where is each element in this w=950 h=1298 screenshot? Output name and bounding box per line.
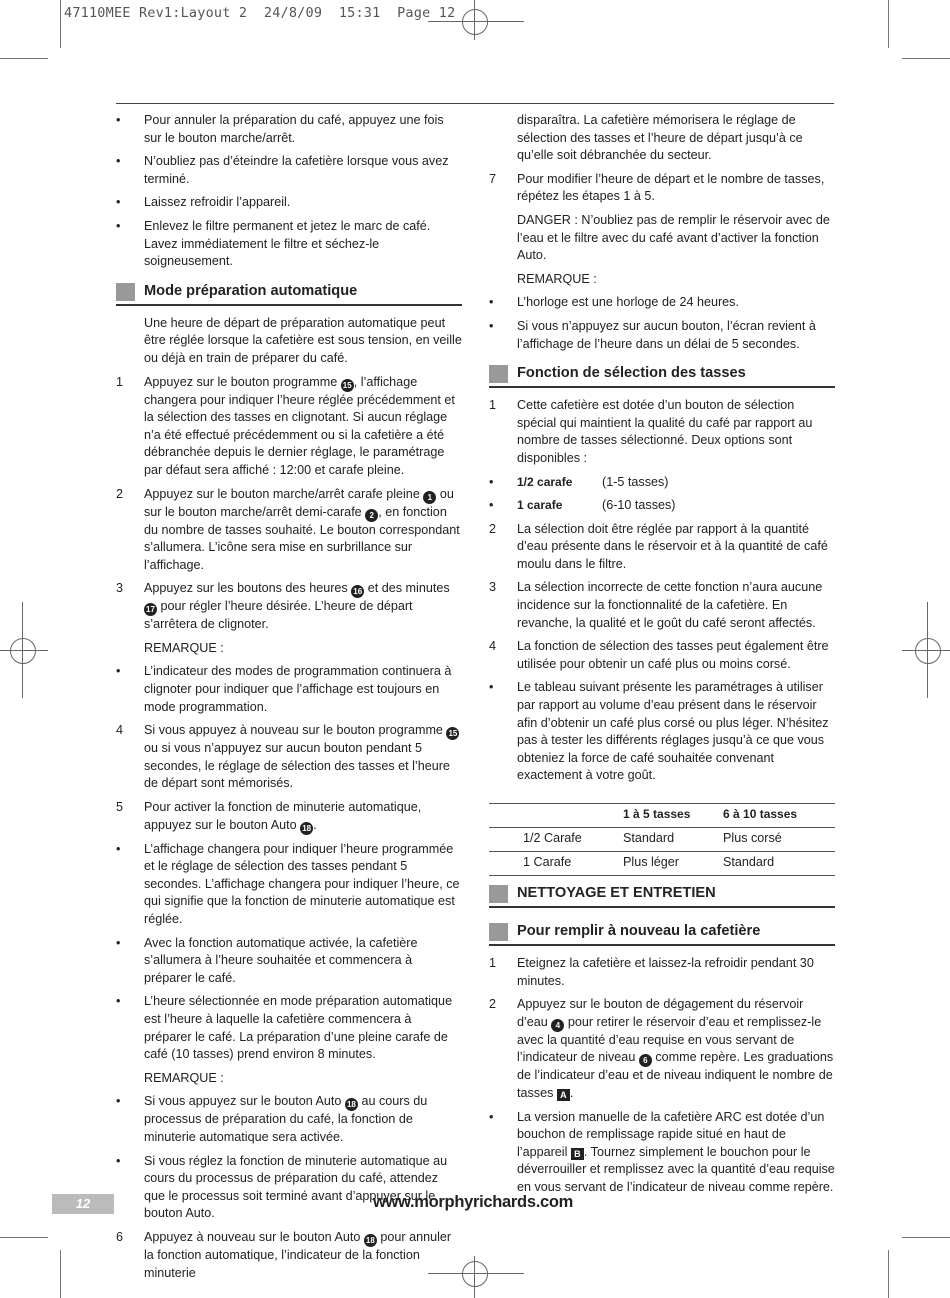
table-cell: 1 Carafe: [523, 855, 572, 870]
registration-mark-left: [0, 602, 48, 698]
crop-mark: [60, 1250, 61, 1298]
callout-18: 18: [345, 1098, 358, 1111]
crop-mark: [0, 1237, 48, 1238]
registration-mark-top: [428, 0, 524, 40]
step-4: 4 La fonction de sélection des tasses peut également être utilisée pour obtenir un café plus ou moins corsé.: [489, 639, 829, 671]
list-item: • Avec la fonction automatique activée, la cafetière s’allumera à l’heure souhaitée et commencera à préparer le café.: [116, 935, 418, 985]
callout-4: 4: [551, 1019, 564, 1032]
list-item: • La version manuelle de la cafetière ARC est dotée d’un bouchon de remplissage rapide situé en haut de l’appareil B . Tournez simplement le bouchon pour le déverrouiller et remplissez avec la quantité d’eau requise en vous servant de l’indicateur de niveau comme repère.: [489, 1109, 835, 1194]
crop-mark: [0, 58, 48, 59]
strength-table: [489, 803, 835, 876]
step-1: 1 Appuyez sur le bouton programme 15 , l’affichage changera pour indiquer l’heure réglée précédemment et la sélection des tasses en clignotant. Si aucun réglage n’a été effectué précédemment ou si la cafetière a été débranchée depuis le dernier réglage, le paramétrage par défaut sera affiché : 12:00 et carafe pleine.: [116, 374, 455, 477]
footer-url[interactable]: www.morphyrichards.com: [373, 1193, 574, 1211]
table-cell: Plus corsé: [723, 831, 782, 846]
list-item: • Si vous réglez la fonction de minuterie automatique au cours du processus de préparation du café, attendez que le processus soit terminé avant d’appuyer sur le bouton Auto.: [116, 1153, 448, 1221]
step-4: 4 Si vous appuyez à nouveau sur le bouton programme 15 ou si vous n’appuyez sur aucun bouton pendant 5 secondes, le réglage de sélection des tasses et l’heure de départ sont mémorisés.: [116, 722, 462, 793]
figure-ref-A: A: [557, 1089, 570, 1101]
left-column: [116, 112, 462, 1288]
callout-18: 18: [364, 1234, 377, 1247]
table-cell: Standard: [623, 831, 675, 846]
table-header: 1 à 5 tasses: [623, 807, 691, 822]
heading-marker: [489, 365, 508, 383]
list-item: • Enlevez le filtre permanent et jetez le marc de café. Lavez immédiatement le filtre et séchez-le soigneusement.: [116, 218, 431, 269]
remark-label: REMARQUE :: [144, 1070, 224, 1085]
crop-mark: [902, 58, 950, 59]
danger-note: DANGER : N’oubliez pas de remplir le réservoir avec de l’eau et le filtre avec du café avant d’activer la fonction Auto.: [517, 212, 830, 263]
list-item: • N’oubliez pas d’éteindre la cafetière lorsque vous avez terminé.: [116, 154, 449, 186]
callout-16: 16: [351, 585, 364, 598]
crop-mark: [902, 1237, 950, 1238]
list-item: • Laissez refroidir l’appareil.: [116, 195, 291, 210]
step-7: 7 Pour modifier l’heure de départ et le nombre de tasses, répétez les étapes 1 à 5.: [489, 171, 825, 204]
step-2: 2 La sélection doit être réglée par rapport à la quantité d’eau présente dans le réservoir et à la quantité de café moulu dans le filtre.: [489, 521, 828, 571]
heading-marker: [489, 885, 508, 903]
list-item: • Si vous n’appuyez sur aucun bouton, l’écran revient à l’affichage de l’heure dans un délai de 5 secondes.: [489, 318, 816, 351]
callout-2: 2: [365, 509, 378, 522]
list-item: • L’heure sélectionnée en mode préparation automatique est l’heure à laquelle la cafetière commencera à préparer le café. La préparation d’une pleine carafe de café (10 tasses) prend environ 8 minutes.: [116, 994, 453, 1062]
list-item: • L’horloge est une horloge de 24 heures.: [489, 295, 739, 310]
printer-slug: 47110MEE Rev1:Layout 2 24/8/09 15:31 Page 12: [64, 5, 456, 21]
step-2: 2 Appuyez sur le bouton marche/arrêt carafe pleine 1 ou sur le bouton marche/arrêt demi-carafe 2 , en fonction du nombre de tasses souhaité. Le bouton correspondant s’allumera. L’icône sera mise en surbrillance sur l’affichage.: [116, 486, 460, 572]
step-5: 5 Pour activer la fonction de minuterie automatique, appuyez sur le bouton Auto 18 .: [116, 800, 422, 833]
list-item: • L’affichage changera pour indiquer l’heure programmée et le réglage de sélection des tasses pendant 5 secondes. L’affichage changera pour indiquer l’heure, ce qui signifie que la fonction de minuterie automatique est réglée.: [116, 841, 460, 926]
step-1: 1 Eteignez la cafetière et laissez-la refroidir pendant 30 minutes.: [489, 956, 814, 988]
heading-marker: [489, 923, 508, 941]
list-item: • L’indicateur des modes de programmation continuera à clignoter pour indiquer que l’affichage est toujours en mode programmation.: [116, 664, 452, 714]
table-header: 6 à 10 tasses: [723, 807, 798, 822]
crop-mark: [60, 0, 61, 48]
section-heading-cup-selection: Fonction de sélection des tasses: [489, 364, 835, 388]
callout-17: 17: [144, 603, 157, 616]
callout-1: 1: [423, 491, 436, 504]
step-6: 6 Appuyez à nouveau sur le bouton Auto 18 pour annuler la fonction automatique, l’indicateur de la fonction minuterie: [116, 1229, 452, 1280]
step-3: 3 Appuyez sur les boutons des heures 16 et des minutes 17 pour régler l’heure désirée. L’heure de départ s’arrêtera de clignoter.: [116, 581, 450, 632]
right-column: [489, 112, 835, 1203]
table-cell: Standard: [723, 855, 775, 870]
remark-label: REMARQUE :: [517, 271, 597, 286]
table-row: [489, 852, 835, 876]
remark-label: REMARQUE :: [144, 640, 224, 655]
paragraph: disparaîtra. La cafetière mémorisera le réglage de sélection des tasses et l’heure de départ jusqu’à ce qu’elle soit débranchée du secteur.: [517, 113, 803, 163]
option-item: • 1 carafe (6-10 tasses): [489, 498, 676, 513]
section-heading-cleaning: NETTOYAGE ET ENTRETIEN: [489, 884, 835, 908]
registration-mark-right: [902, 602, 950, 698]
callout-15: 15: [446, 727, 459, 740]
paragraph: Une heure de départ de préparation automatique peut être réglée lorsque la cafetière est sous tension, en veille ou déjà en train de préparer du café.: [144, 315, 462, 365]
callout-6: 6: [639, 1054, 652, 1067]
list-item: • Le tableau suivant présente les paramétrages à utiliser par rapport au volume d’eau présent dans le réservoir afin d’obtenir un café plus corsé ou plus léger. N’hésitez pas à tester les différents réglages jusqu’à ce que vous obteniez la force de café souhaitée convenant exactement à votre goût.: [489, 680, 829, 783]
table-cell: Plus léger: [623, 855, 680, 870]
page-number-tab: [52, 1194, 114, 1214]
list-item: • Pour annuler la préparation du café, appuyez une fois sur le bouton marche/arrêt.: [116, 113, 444, 145]
section-heading-auto-mode: Mode préparation automatique: [116, 282, 462, 306]
crop-mark: [888, 1250, 889, 1298]
callout-18: 18: [300, 822, 313, 835]
table-cell: 1/2 Carafe: [523, 831, 582, 846]
table-header-row: [489, 804, 835, 828]
callout-15: 15: [341, 379, 354, 392]
step-1: 1 Cette cafetière est dotée d’un bouton de sélection spécial qui maintient la qualité du café par rapport au nombre de tasses sélectionné. Deux options sont disponibles :: [489, 398, 813, 465]
section-heading-refill: Pour remplir à nouveau la cafetière: [489, 922, 835, 946]
list-item: • Si vous appuyez sur le bouton Auto 18 au cours du processus de préparation du café, la fonction de minuterie automatique sera activée.: [116, 1094, 428, 1144]
table-row: [489, 828, 835, 852]
step-3: 3 La sélection incorrecte de cette fonction n’aura aucune incidence sur la fonctionnalité de la cafetière. En revanche, la qualité et le goût du café seront affectés.: [489, 580, 823, 630]
top-rule: [116, 103, 834, 104]
step-2: 2 Appuyez sur le bouton de dégagement du réservoir d’eau 4 pour retirer le réservoir d’eau et remplissez-le avec la quantité d’eau requise en vous servant de l’indicateur de niveau 6 comme repère. Les graduations de l’indicateur d’eau et de niveau indiquent le nombre de tasses A .: [489, 997, 834, 1100]
option-item: • 1/2 carafe (1-5 tasses): [489, 474, 669, 489]
page-number: 12: [75, 1196, 91, 1211]
figure-ref-B: B: [571, 1148, 584, 1160]
heading-marker: [116, 283, 135, 301]
crop-mark: [888, 0, 889, 48]
